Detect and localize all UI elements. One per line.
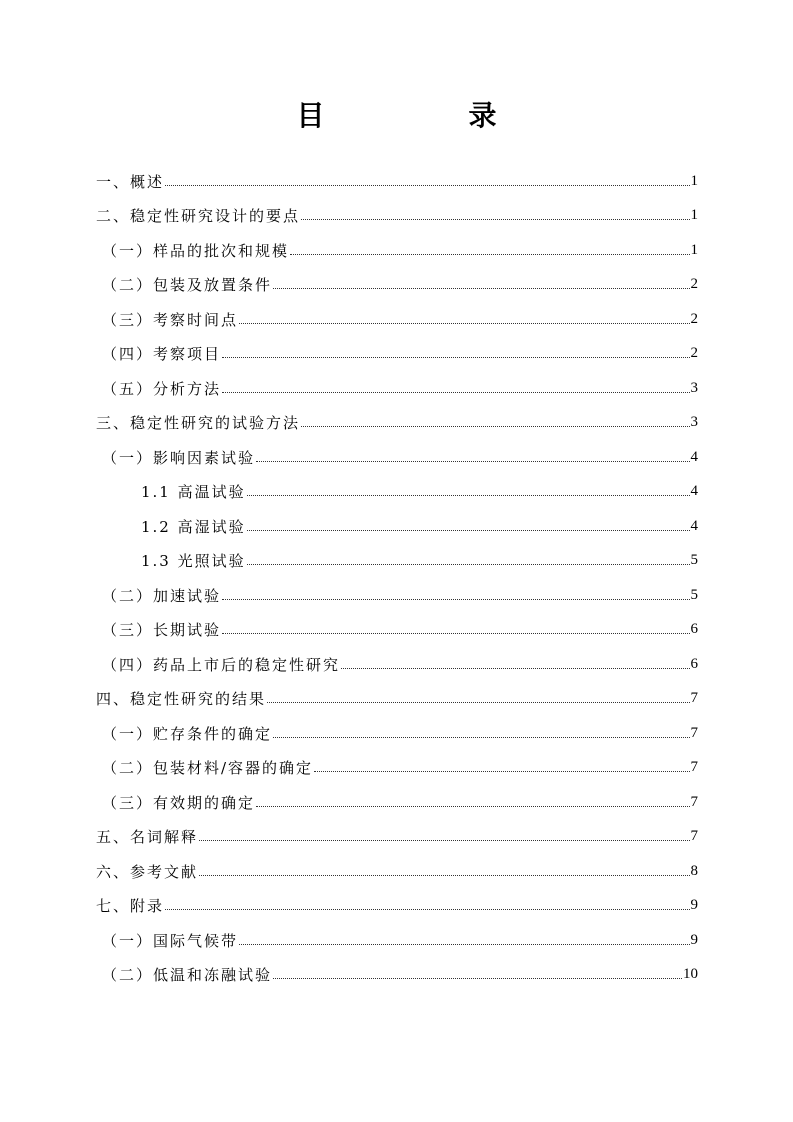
toc-entry-label: 七、附录 xyxy=(96,896,165,915)
toc-entry-3-1[interactable] xyxy=(102,440,698,474)
toc-entry-label: （三）长期试验 xyxy=(102,620,222,639)
toc-entry-page: 10 xyxy=(683,965,698,982)
toc-entry-label: 二、稳定性研究设计的要点 xyxy=(96,206,301,225)
toc-entry-7-2[interactable] xyxy=(102,957,698,991)
dot-leader xyxy=(301,426,689,427)
toc-entry-page: 3 xyxy=(690,379,698,396)
dot-leader xyxy=(165,909,689,910)
dot-leader xyxy=(247,564,690,565)
toc-entry-section-3[interactable] xyxy=(96,405,698,439)
toc-entry-page: 2 xyxy=(690,310,698,327)
toc-entry-page: 5 xyxy=(690,551,698,568)
dot-leader xyxy=(273,978,682,979)
toc-entry-label: （三）有效期的确定 xyxy=(102,793,256,812)
toc-entry-3-1-2[interactable] xyxy=(141,509,698,543)
toc-entry-2-2[interactable] xyxy=(102,267,698,301)
toc-entry-3-2[interactable] xyxy=(102,578,698,612)
dot-leader xyxy=(290,254,689,255)
toc-entry-3-1-1[interactable] xyxy=(141,474,698,508)
toc-entry-page: 4 xyxy=(690,482,698,499)
toc-entry-2-4[interactable] xyxy=(102,336,698,370)
dot-leader xyxy=(199,875,689,876)
toc-entry-label: 五、名词解释 xyxy=(96,827,199,846)
toc-entry-2-5[interactable] xyxy=(102,371,698,405)
toc-entry-label: （三）考察时间点 xyxy=(102,310,239,329)
dot-leader xyxy=(222,392,689,393)
toc-entry-section-7[interactable] xyxy=(96,888,698,922)
toc-entry-page: 4 xyxy=(690,448,698,465)
toc-entry-label: （一）贮存条件的确定 xyxy=(102,724,273,743)
page-title: 目 录 xyxy=(296,99,555,132)
toc-entry-section-5[interactable] xyxy=(96,819,698,853)
toc-entry-page: 7 xyxy=(690,827,698,844)
toc-entry-7-1[interactable] xyxy=(102,923,698,957)
toc-entry-3-1-3[interactable] xyxy=(141,543,698,577)
toc-entry-section-6[interactable] xyxy=(96,854,698,888)
toc-entry-label: （一）国际气候带 xyxy=(102,931,239,950)
toc-entry-4-2[interactable] xyxy=(102,750,698,784)
toc-entry-overview[interactable] xyxy=(96,164,698,198)
dot-leader xyxy=(341,668,689,669)
toc-entry-3-4[interactable] xyxy=(102,647,698,681)
toc-entry-label: 六、参考文献 xyxy=(96,862,199,881)
toc-entry-2-1[interactable] xyxy=(102,233,698,267)
toc-entry-page: 7 xyxy=(690,793,698,810)
dot-leader xyxy=(165,185,689,186)
toc-entry-page: 1 xyxy=(690,241,698,258)
toc-entry-page: 5 xyxy=(690,586,698,603)
toc-entry-section-2[interactable] xyxy=(96,198,698,232)
toc-entry-label: 一、概述 xyxy=(96,172,165,191)
dot-leader xyxy=(239,323,689,324)
toc-entry-label: 四、稳定性研究的结果 xyxy=(96,689,267,708)
toc-entry-page: 7 xyxy=(690,689,698,706)
toc-entry-label: （一）样品的批次和规模 xyxy=(102,241,290,260)
toc-entry-label: （二）低温和冻融试验 xyxy=(102,965,273,984)
toc-entry-page: 2 xyxy=(690,344,698,361)
dot-leader xyxy=(247,495,690,496)
dot-leader xyxy=(273,288,689,289)
toc-entry-page: 6 xyxy=(690,620,698,637)
toc-entry-page: 6 xyxy=(690,655,698,672)
toc-entry-page: 3 xyxy=(690,413,698,430)
dot-leader xyxy=(222,633,689,634)
dot-leader xyxy=(273,737,689,738)
toc-entry-label: 1.2 高湿试验 xyxy=(141,517,246,536)
toc-entry-2-3[interactable] xyxy=(102,302,698,336)
toc-entry-page: 7 xyxy=(690,758,698,775)
toc-entry-page: 2 xyxy=(690,275,698,292)
dot-leader xyxy=(256,806,689,807)
toc-entry-page: 7 xyxy=(690,724,698,741)
dot-leader xyxy=(247,530,690,531)
toc-entry-4-1[interactable] xyxy=(102,716,698,750)
toc-entry-label: （二）包装及放置条件 xyxy=(102,275,273,294)
toc-entry-label: （四）药品上市后的稳定性研究 xyxy=(102,655,341,674)
toc-entry-page: 9 xyxy=(690,896,698,913)
dot-leader xyxy=(267,702,689,703)
toc-entry-label: 三、稳定性研究的试验方法 xyxy=(96,413,301,432)
toc-entry-3-3[interactable] xyxy=(102,612,698,646)
toc-entry-label: （二）包装材料/容器的确定 xyxy=(102,758,314,777)
toc-entry-section-4[interactable] xyxy=(96,681,698,715)
toc-entry-page: 1 xyxy=(690,172,698,189)
toc-entry-label: （五）分析方法 xyxy=(102,379,222,398)
toc-entry-page: 4 xyxy=(690,517,698,534)
toc-entry-page: 1 xyxy=(690,206,698,223)
toc-entry-label: （二）加速试验 xyxy=(102,586,222,605)
toc-entry-4-3[interactable] xyxy=(102,785,698,819)
dot-leader xyxy=(199,840,689,841)
toc-entry-label: （四）考察项目 xyxy=(102,344,222,363)
dot-leader xyxy=(314,771,689,772)
dot-leader xyxy=(222,599,689,600)
toc-entry-label: （一）影响因素试验 xyxy=(102,448,256,467)
toc-entry-page: 8 xyxy=(690,862,698,879)
dot-leader xyxy=(256,461,689,462)
dot-leader xyxy=(239,944,689,945)
dot-leader xyxy=(222,357,689,358)
toc-entry-page: 9 xyxy=(690,931,698,948)
toc-entry-label: 1.3 光照试验 xyxy=(141,551,246,570)
dot-leader xyxy=(301,219,689,220)
toc-entry-label: 1.1 高温试验 xyxy=(141,482,246,501)
